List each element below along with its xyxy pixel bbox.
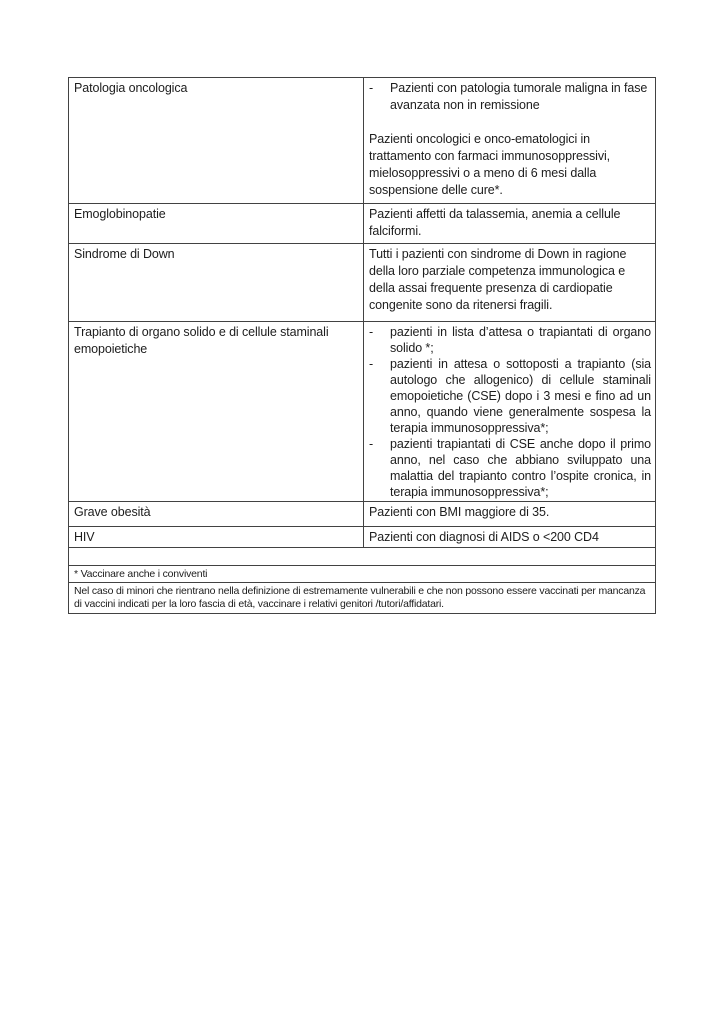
- table-row: [69, 204, 656, 244]
- bullet-marker: -: [369, 437, 374, 451]
- bullet-text: pazienti in lista d’attesa o trapiantati di organo solido *;: [390, 325, 651, 355]
- condition-cell: [69, 78, 364, 204]
- footnote-row: [69, 566, 656, 583]
- criteria-paragraph: Pazienti con diagnosi di AIDS o <200 CD4: [369, 530, 599, 544]
- bullet-text: pazienti in attesa o sottoposti a trapianto (sia autologo che allogenico) di cellule staminali emopoietiche (CSE) dopo i 3 mesi e fino ad un anno, quando viene generalmente sospesa la terapia immunosoppressiva*;: [390, 357, 651, 435]
- criteria-paragraph: Tutti i pazienti con sindrome di Down in ragione della loro parziale competenza immunologica e della assai frequente presenza di cardiopatie congenite sono da ritenersi fragili.: [369, 247, 627, 312]
- bullet-marker: -: [369, 357, 374, 371]
- condition-cell: [69, 322, 364, 502]
- condition-cell: [69, 527, 364, 548]
- note-cell: [69, 583, 656, 614]
- vulnerability-table: [68, 77, 656, 614]
- criteria-cell: [364, 244, 656, 322]
- criteria-paragraph: Pazienti con BMI maggiore di 35.: [369, 505, 550, 519]
- condition-label: Sindrome di Down: [74, 247, 175, 261]
- table-row: [69, 502, 656, 527]
- note-text: Nel caso di minori che rientrano nella definizione di estremamente vulnerabili e che non possono essere vaccinati per mancanza di vaccini indicati per la loro fascia di età, vaccinare i relativi genitori /tutori/affidatari.: [74, 585, 646, 610]
- criteria-paragraph: Pazienti oncologici e onco-ematologici in trattamento con farmaci immunosoppressivi, mielosoppressivi o a meno di 6 mesi dalla sospensione delle cure*.: [369, 132, 611, 197]
- table-row: [69, 527, 656, 548]
- bullet-text: pazienti trapiantati di CSE anche dopo il primo anno, nel caso che abbiano sviluppato una malattia del trapianto contro l’ospite cronica, in terapia immunosoppressiva*;: [390, 437, 651, 499]
- bullet-item: [369, 436, 651, 500]
- bullet-marker: -: [369, 325, 374, 339]
- paragraph-spacer: [369, 114, 651, 131]
- table-row: [69, 322, 656, 502]
- table-row: [69, 244, 656, 322]
- footnote-text: * Vaccinare anche i conviventi: [74, 568, 208, 580]
- condition-label: Trapianto di organo solido e di cellule staminali emopoietiche: [74, 325, 329, 356]
- note-row: [69, 583, 656, 614]
- bullet-text: Pazienti con patologia tumorale maligna in fase avanzata non in remissione: [390, 81, 648, 112]
- table-row: [69, 78, 656, 204]
- condition-cell: [69, 502, 364, 527]
- criteria-cell: [364, 502, 656, 527]
- footnote-cell: [69, 566, 656, 583]
- condition-cell: [69, 204, 364, 244]
- empty-row: [69, 548, 656, 566]
- criteria-cell: [364, 527, 656, 548]
- condition-label: Grave obesità: [74, 505, 151, 519]
- bullet-item: [369, 80, 651, 114]
- criteria-cell: [364, 204, 656, 244]
- criteria-paragraph: Pazienti affetti da talassemia, anemia a cellule falciformi.: [369, 207, 621, 238]
- criteria-cell: [364, 78, 656, 204]
- bullet-item: [369, 324, 651, 356]
- condition-label: Patologia oncologica: [74, 81, 188, 95]
- empty-cell: [69, 548, 656, 566]
- condition-label: Emoglobinopatie: [74, 207, 166, 221]
- condition-cell: [69, 244, 364, 322]
- condition-label: HIV: [74, 530, 95, 544]
- criteria-cell: [364, 322, 656, 502]
- bullet-item: [369, 356, 651, 436]
- bullet-marker: -: [369, 81, 374, 95]
